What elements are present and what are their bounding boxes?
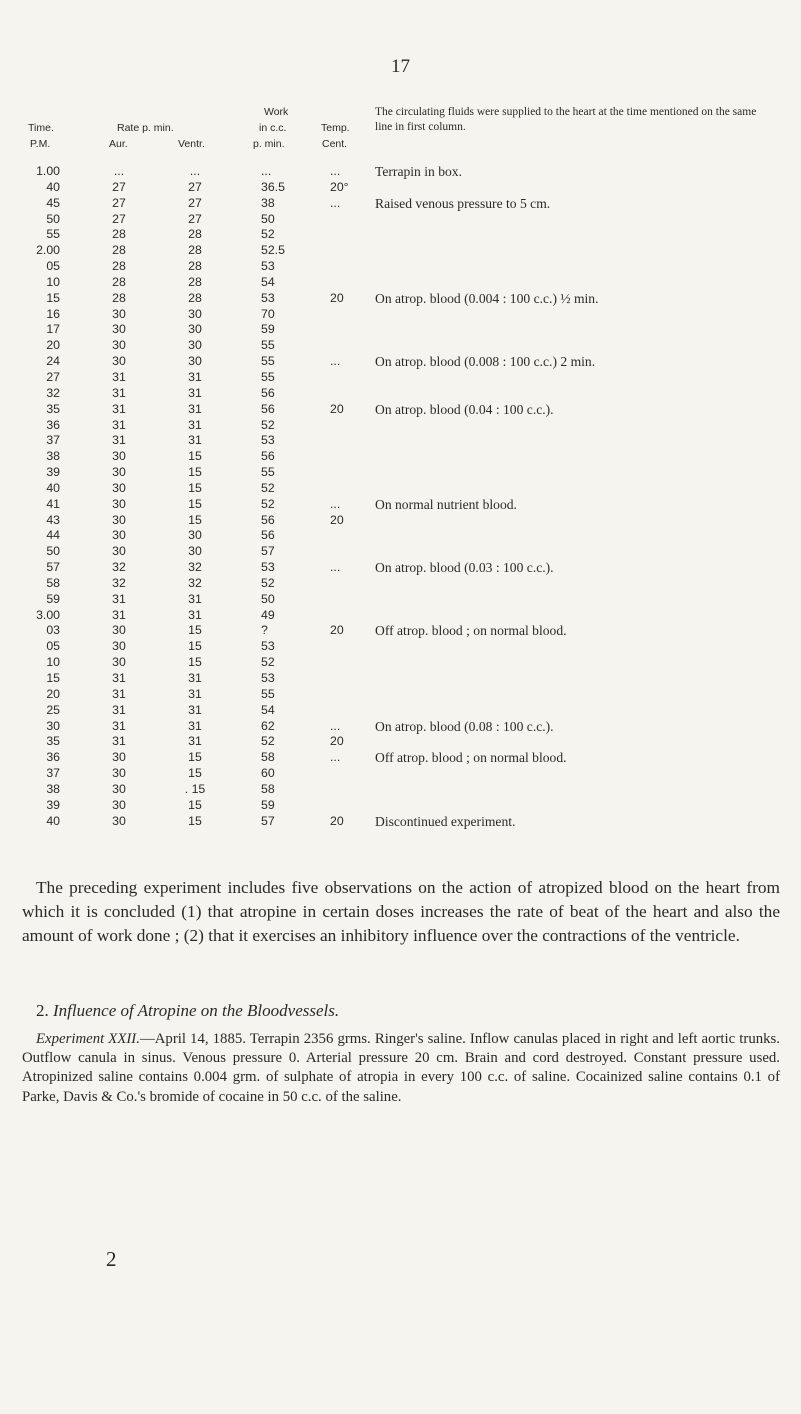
cell-work: 58 xyxy=(261,750,275,765)
cell-aur: 31 xyxy=(112,433,126,448)
cell-time: 39 xyxy=(46,797,60,812)
cell-remark: Raised venous pressure to 5 cm. xyxy=(375,195,551,211)
cell-work: 36.5 xyxy=(261,179,285,194)
cell-work: ? xyxy=(261,623,268,638)
cell-ventr: 31 xyxy=(188,607,202,622)
page-number: 17 xyxy=(391,56,410,77)
cell-time: 40 xyxy=(46,480,60,495)
header-rate: Rate p. min. xyxy=(117,122,174,134)
cell-time: 59 xyxy=(46,591,60,606)
cell-work: 57 xyxy=(261,813,275,828)
cell-aur: 31 xyxy=(112,734,126,749)
header-ventr: Ventr. xyxy=(178,138,205,150)
cell-temp: ... xyxy=(330,750,341,765)
cell-ventr: 28 xyxy=(188,259,202,274)
cell-temp: 20 xyxy=(330,512,344,527)
cell-work: 60 xyxy=(261,766,275,781)
cell-aur: 30 xyxy=(112,496,126,511)
cell-time: 20 xyxy=(46,686,60,701)
cell-aur: 30 xyxy=(112,306,126,321)
cell-work: 56 xyxy=(261,401,275,416)
section-heading xyxy=(22,1000,780,1022)
cell-aur: 31 xyxy=(112,401,126,416)
experiment-label: Experiment XXII. xyxy=(36,1031,140,1047)
cell-work: 52 xyxy=(261,480,275,495)
cell-time: 24 xyxy=(46,354,60,369)
cell-work: 55 xyxy=(261,369,275,384)
table-row xyxy=(24,655,774,671)
cell-temp: 20 xyxy=(330,401,344,416)
table-row xyxy=(24,180,774,196)
table-row xyxy=(24,370,774,386)
cell-aur: 31 xyxy=(112,591,126,606)
table-row xyxy=(24,164,774,180)
cell-work: 53 xyxy=(261,671,275,685)
signature-mark: 2 xyxy=(106,1247,117,1271)
cell-time: 16 xyxy=(46,306,60,321)
cell-time: 25 xyxy=(46,702,60,717)
cell-work: 54 xyxy=(261,274,275,289)
header-temp: Temp. xyxy=(321,122,350,134)
table-row xyxy=(24,465,774,481)
cell-time: 40 xyxy=(46,813,60,828)
cell-aur: 28 xyxy=(112,259,126,274)
cell-temp: 20° xyxy=(330,179,349,194)
table-row xyxy=(24,782,774,798)
cell-aur: 31 xyxy=(112,686,126,701)
cell-work: 56 xyxy=(261,512,275,527)
cell-remark: Discontinued experiment. xyxy=(375,813,516,829)
cell-work: 52 xyxy=(261,417,275,432)
cell-remark: On atrop. blood (0.03 : 100 c.c.). xyxy=(375,560,554,576)
table-row xyxy=(24,291,774,307)
table-header xyxy=(24,106,774,164)
cell-ventr: 15 xyxy=(188,449,202,464)
cell-ventr: 28 xyxy=(188,274,202,289)
table-row xyxy=(24,196,774,212)
cell-work: 53 xyxy=(261,639,275,654)
cell-time: 30 xyxy=(46,718,60,733)
cell-time: 58 xyxy=(46,575,60,590)
cell-work: 50 xyxy=(261,211,275,226)
experiment-description xyxy=(22,1030,780,1107)
cell-time: 1.00 xyxy=(36,164,60,178)
cell-time: 43 xyxy=(46,512,60,527)
cell-ventr: 15 xyxy=(188,465,202,480)
table-row xyxy=(24,608,774,624)
cell-time: 37 xyxy=(46,433,60,448)
cell-work: 55 xyxy=(261,338,275,353)
cell-time: 17 xyxy=(46,322,60,337)
cell-time: 35 xyxy=(46,401,60,416)
table-row xyxy=(24,307,774,323)
cell-ventr: 31 xyxy=(188,718,202,733)
cell-work: 53 xyxy=(261,560,275,575)
cell-time: 05 xyxy=(46,259,60,274)
table-row xyxy=(24,528,774,544)
table-row xyxy=(24,798,774,814)
cell-aur: 31 xyxy=(112,702,126,717)
table-row xyxy=(24,671,774,687)
cell-ventr: 15 xyxy=(188,766,202,781)
cell-aur: 30 xyxy=(112,544,126,559)
table-row xyxy=(24,497,774,513)
cell-aur: 30 xyxy=(112,338,126,353)
conclusion-text: The preceding experiment includes five observations on the action of atropized blood on the heart from which it is concluded (1) that atropine in certain doses increases the rate of beat of the heart and also the amount of work done ; (2) that it exercises an inhibitory influence over the contractions of the ventricle. xyxy=(22,878,780,945)
cell-aur: 28 xyxy=(112,290,126,305)
table-row xyxy=(24,814,774,830)
cell-ventr: 31 xyxy=(188,433,202,448)
cell-ventr: 27 xyxy=(188,211,202,226)
cell-work: 58 xyxy=(261,781,275,796)
cell-aur: 28 xyxy=(112,274,126,289)
cell-work: 56 xyxy=(261,449,275,464)
header-aur: Aur. xyxy=(109,138,128,150)
cell-time: 57 xyxy=(46,560,60,575)
cell-remark: On normal nutrient blood. xyxy=(375,496,517,512)
cell-aur: 30 xyxy=(112,813,126,828)
cell-ventr: 32 xyxy=(188,575,202,590)
table-row xyxy=(24,322,774,338)
experiment-table xyxy=(24,106,774,829)
cell-time: 10 xyxy=(46,655,60,670)
cell-ventr: 31 xyxy=(188,686,202,701)
table-row xyxy=(24,623,774,639)
cell-time: 38 xyxy=(46,449,60,464)
table-row xyxy=(24,513,774,529)
table-row xyxy=(24,481,774,497)
cell-ventr: 31 xyxy=(188,734,202,749)
cell-ventr: 31 xyxy=(188,385,202,400)
cell-time: 05 xyxy=(46,639,60,654)
cell-temp: 20 xyxy=(330,290,344,305)
table-row xyxy=(24,592,774,608)
table-row xyxy=(24,544,774,560)
cell-aur: 30 xyxy=(112,512,126,527)
header-temp-unit: Cent. xyxy=(322,138,348,150)
table-row xyxy=(24,212,774,228)
table-row xyxy=(24,243,774,259)
cell-remark: On atrop. blood (0.04 : 100 c.c.). xyxy=(375,401,554,417)
cell-temp: 20 xyxy=(330,623,344,638)
cell-work: 70 xyxy=(261,306,275,321)
table-row xyxy=(24,227,774,243)
table-row xyxy=(24,433,774,449)
cell-time: 15 xyxy=(46,671,60,685)
cell-time: 45 xyxy=(46,195,60,210)
cell-remark: On atrop. blood (0.004 : 100 c.c.) ½ min. xyxy=(375,290,599,306)
cell-ventr: ... xyxy=(189,164,201,178)
cell-aur: 30 xyxy=(112,781,126,796)
cell-ventr: 30 xyxy=(188,354,202,369)
cell-temp: ... xyxy=(330,560,341,575)
cell-aur: 31 xyxy=(112,718,126,733)
cell-ventr: 15 xyxy=(188,639,202,654)
cell-aur: 32 xyxy=(112,575,126,590)
cell-aur: 31 xyxy=(112,417,126,432)
cell-work: 52 xyxy=(261,227,275,242)
cell-time: 35 xyxy=(46,734,60,749)
cell-remark: Off atrop. blood ; on normal blood. xyxy=(375,623,567,639)
cell-work: 59 xyxy=(261,797,275,812)
cell-time: 2.00 xyxy=(36,243,60,258)
cell-aur: 30 xyxy=(112,449,126,464)
cell-aur: ... xyxy=(113,164,125,178)
cell-aur: 30 xyxy=(112,480,126,495)
cell-aur: 30 xyxy=(112,354,126,369)
cell-aur: 28 xyxy=(112,227,126,242)
header-work-rate: p. min. xyxy=(253,138,285,150)
cell-temp: 20 xyxy=(330,813,344,828)
cell-temp: ... xyxy=(330,496,341,511)
cell-remark: On atrop. blood (0.008 : 100 c.c.) 2 min. xyxy=(375,354,596,370)
cell-time: 38 xyxy=(46,781,60,796)
table-row xyxy=(24,449,774,465)
header-work-unit: in c.c. xyxy=(259,122,287,134)
table-row xyxy=(24,418,774,434)
cell-ventr: 15 xyxy=(188,655,202,670)
cell-aur: 30 xyxy=(112,465,126,480)
cell-ventr: 31 xyxy=(188,369,202,384)
cell-time: 37 xyxy=(46,766,60,781)
table-row xyxy=(24,338,774,354)
cell-ventr: 31 xyxy=(188,591,202,606)
cell-remark: Off atrop. blood ; on normal blood. xyxy=(375,750,567,766)
cell-aur: 27 xyxy=(112,211,126,226)
cell-ventr: 31 xyxy=(188,417,202,432)
cell-ventr: 30 xyxy=(188,528,202,543)
cell-work: 52 xyxy=(261,496,275,511)
cell-time: 10 xyxy=(46,274,60,289)
cell-temp: 20 xyxy=(330,734,344,749)
table-row xyxy=(24,639,774,655)
table-body xyxy=(24,164,774,829)
cell-time: 39 xyxy=(46,465,60,480)
table-row xyxy=(24,687,774,703)
table-row xyxy=(24,750,774,766)
cell-time: 36 xyxy=(46,750,60,765)
cell-ventr: . 15 xyxy=(184,781,206,796)
cell-work: 56 xyxy=(261,385,275,400)
cell-time: 50 xyxy=(46,211,60,226)
table-row xyxy=(24,576,774,592)
cell-time: 27 xyxy=(46,369,60,384)
cell-ventr: 28 xyxy=(188,243,202,258)
cell-remark: On atrop. blood (0.08 : 100 c.c.). xyxy=(375,718,554,734)
cell-time: 44 xyxy=(46,528,60,543)
cell-aur: 30 xyxy=(112,750,126,765)
table-row xyxy=(24,354,774,370)
cell-time: 40 xyxy=(46,179,60,194)
cell-aur: 31 xyxy=(112,607,126,622)
cell-aur: 30 xyxy=(112,639,126,654)
cell-work: 53 xyxy=(261,290,275,305)
cell-time: 20 xyxy=(46,338,60,353)
experiment-paragraph xyxy=(22,1030,780,1107)
cell-aur: 28 xyxy=(112,243,126,258)
table-row xyxy=(24,719,774,735)
cell-work: 59 xyxy=(261,322,275,337)
table-row xyxy=(24,275,774,291)
cell-aur: 30 xyxy=(112,322,126,337)
header-time-unit: P.M. xyxy=(30,138,51,150)
cell-ventr: 30 xyxy=(188,322,202,337)
cell-time: 03 xyxy=(46,623,60,638)
table-row xyxy=(24,259,774,275)
table-row xyxy=(24,560,774,576)
cell-aur: 31 xyxy=(112,385,126,400)
header-note: The circulating fluids were supplied to the heart at the time mentioned on the same line in first column. xyxy=(375,106,757,133)
header-work: Work xyxy=(264,106,289,118)
cell-aur: 30 xyxy=(112,766,126,781)
cell-work: 55 xyxy=(261,465,275,480)
cell-work: 57 xyxy=(261,544,275,559)
cell-work: 55 xyxy=(261,686,275,701)
cell-ventr: 27 xyxy=(188,179,202,194)
cell-ventr: 28 xyxy=(188,227,202,242)
cell-work: 53 xyxy=(261,433,275,448)
cell-ventr: 15 xyxy=(188,813,202,828)
table-row xyxy=(24,766,774,782)
cell-temp: ... xyxy=(330,164,341,178)
cell-ventr: 15 xyxy=(188,512,202,527)
cell-aur: 31 xyxy=(112,671,126,685)
cell-work: 55 xyxy=(261,354,275,369)
cell-ventr: 15 xyxy=(188,496,202,511)
cell-work: 62 xyxy=(261,718,275,733)
cell-time: 55 xyxy=(46,227,60,242)
cell-ventr: 31 xyxy=(188,401,202,416)
cell-ventr: 27 xyxy=(188,195,202,210)
cell-ventr: 15 xyxy=(188,623,202,638)
cell-ventr: 30 xyxy=(188,306,202,321)
experiment-text: —April 14, 1885. Terrapin 2356 grms. Ringer's saline. Inflow canulas placed in right and left aortic trunks. Outflow canula in sinus. Venous pressure 0. Arterial pressure 20 cm. Brain and cord destroyed. Constant pressure used. Atropinized saline contains 0.004 grm. of sulphate of atropia in every 100 c.c. of saline. Cocainized saline contains 0.1 of Parke, Davis & Co.'s bromide of cocaine in 50 c.c. of the saline. xyxy=(22,1031,780,1105)
cell-work: 56 xyxy=(261,528,275,543)
cell-work: ... xyxy=(261,164,272,178)
cell-ventr: 15 xyxy=(188,797,202,812)
cell-work: 52.5 xyxy=(261,243,285,258)
section-number: 2. xyxy=(36,1001,49,1020)
cell-ventr: 30 xyxy=(188,338,202,353)
cell-time: 32 xyxy=(46,385,60,400)
cell-ventr: 31 xyxy=(188,702,202,717)
cell-remark: Terrapin in box. xyxy=(375,164,463,179)
cell-aur: 27 xyxy=(112,195,126,210)
section-title: Influence of Atropine on the Bloodvessels. xyxy=(53,1001,340,1020)
cell-temp: ... xyxy=(330,718,341,733)
cell-time: 15 xyxy=(46,290,60,305)
cell-aur: 32 xyxy=(112,560,126,575)
cell-time: 50 xyxy=(46,544,60,559)
cell-work: 52 xyxy=(261,734,275,749)
cell-work: 54 xyxy=(261,702,275,717)
table-row xyxy=(24,402,774,418)
cell-ventr: 15 xyxy=(188,480,202,495)
cell-aur: 31 xyxy=(112,369,126,384)
cell-ventr: 30 xyxy=(188,544,202,559)
table-row xyxy=(24,386,774,402)
cell-ventr: 31 xyxy=(188,671,202,685)
cell-aur: 27 xyxy=(112,179,126,194)
cell-work: 49 xyxy=(261,607,275,622)
cell-work: 38 xyxy=(261,195,275,210)
conclusion-paragraph xyxy=(22,876,780,948)
cell-aur: 30 xyxy=(112,655,126,670)
cell-time: 41 xyxy=(46,496,60,511)
cell-ventr: 32 xyxy=(188,560,202,575)
cell-work: 52 xyxy=(261,575,275,590)
table-row xyxy=(24,734,774,750)
cell-temp: ... xyxy=(330,354,341,369)
cell-work: 52 xyxy=(261,655,275,670)
cell-temp: ... xyxy=(330,195,341,210)
cell-time: 3.00 xyxy=(36,607,60,622)
cell-work: 50 xyxy=(261,591,275,606)
cell-aur: 30 xyxy=(112,797,126,812)
table-row xyxy=(24,703,774,719)
cell-ventr: 28 xyxy=(188,290,202,305)
cell-ventr: 15 xyxy=(188,750,202,765)
cell-aur: 30 xyxy=(112,623,126,638)
cell-aur: 30 xyxy=(112,528,126,543)
cell-time: 36 xyxy=(46,417,60,432)
cell-work: 53 xyxy=(261,259,275,274)
header-time: Time. xyxy=(28,122,54,134)
